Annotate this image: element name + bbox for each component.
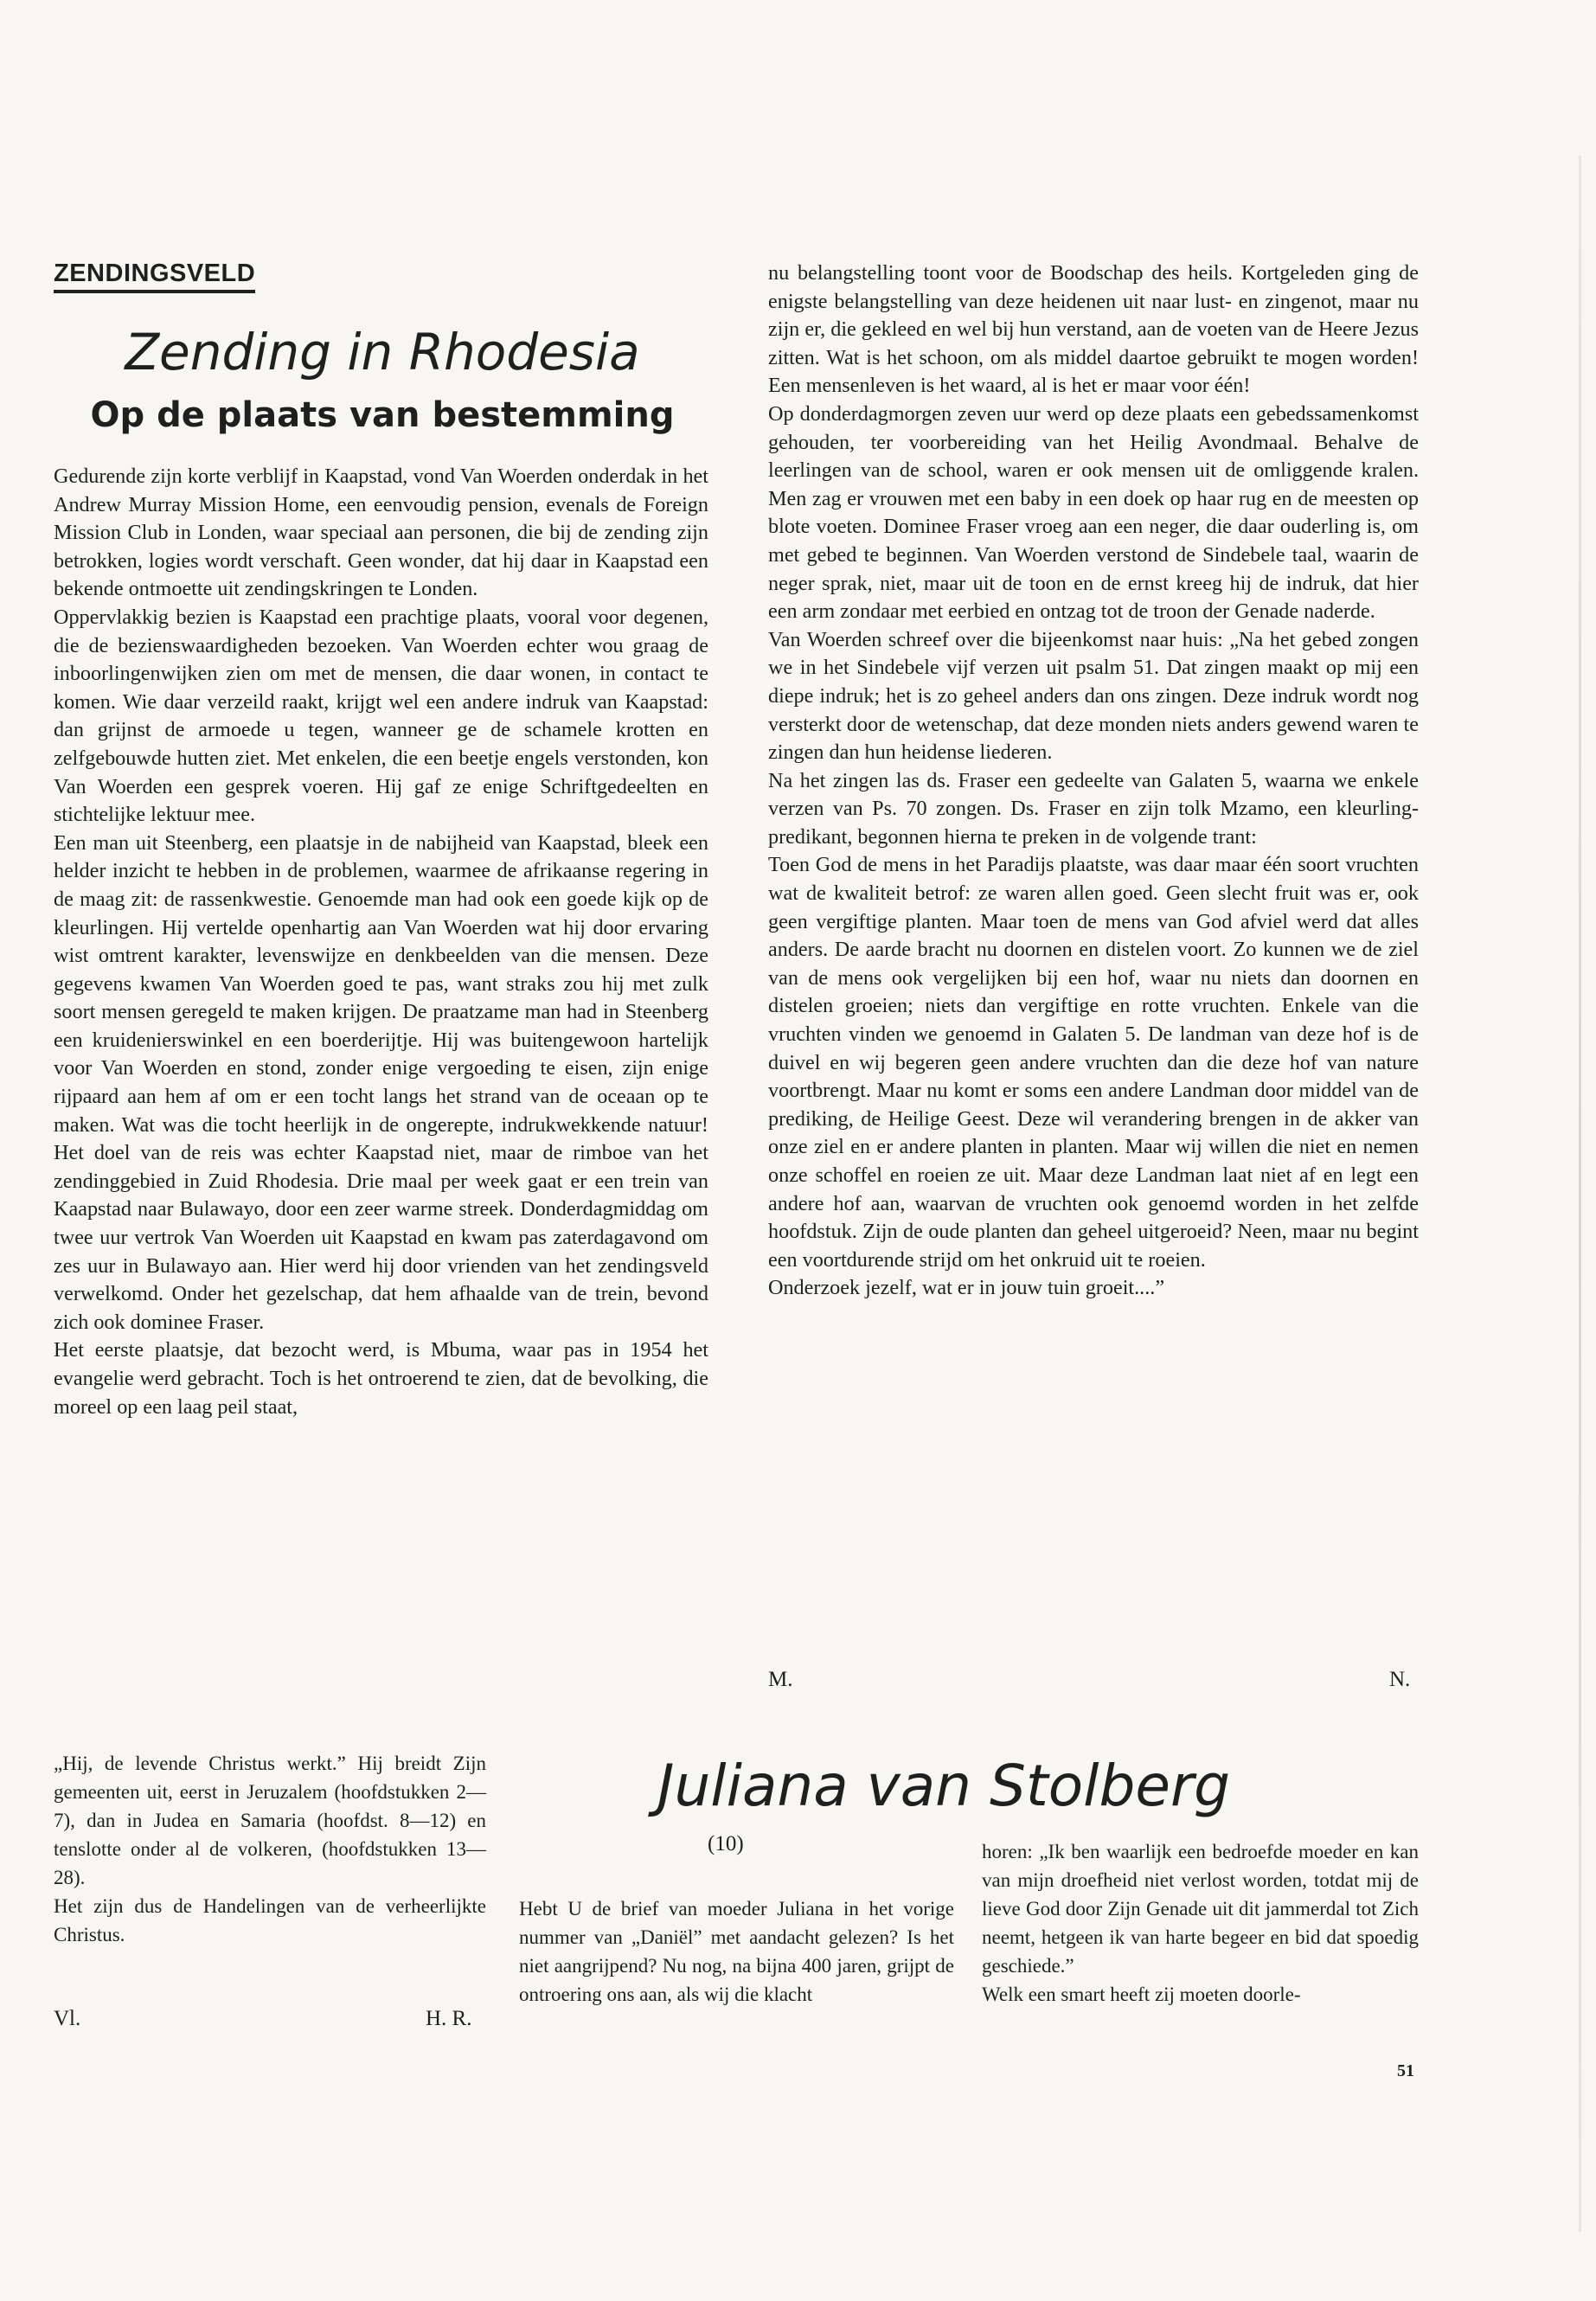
article2-column-right bbox=[982, 1837, 1419, 2009]
fragment-column bbox=[54, 1749, 486, 1949]
fragment-initial-left: Vl. bbox=[54, 2007, 81, 2030]
paragraph: Het zijn dus de Handelingen van de verheerlijkte Christus. bbox=[54, 1895, 486, 1945]
paragraph: Op donderdagmorgen zeven uur werd op deze plaats een gebedssamenkomst gehouden, ter voorbereiding van het Heilig Avondmaal. Behalve de leerlingen van de school, waren er ook mensen uit de omliggende kralen. Men zag er vrouwen met een baby in een doek op haar rug en de meesten op blote voeten. Dominee Fraser vroeg aan een neger, die daar ouderling is, om met gebed te beginnen. Van Woerden verstond de Sindebele taal, waarin de neger sprak, niet, maar uit de toon en de ernst kreeg hij de indruk, dat hier een arm zondaar met eerbied en ontzag tot de troon der Genade naderde. bbox=[768, 401, 1419, 624]
paragraph: horen: „Ik ben waarlijk een bedroefde moeder en kan van mijn droefheid niet verlost worden, totdat mij de lieve God door Zijn Genade uit dit jammerdal tot Zich neemt, hetgeen ik van harte begeer en bid dat spoedig geschiede.” bbox=[982, 1841, 1419, 1977]
author-initial-right: N. bbox=[1389, 1668, 1411, 1691]
paragraph: Welk een smart heeft zij moeten doorle- bbox=[982, 1984, 1301, 2005]
paragraph: Het eerste plaatsje, dat bezocht werd, is Mbuma, waar pas in 1954 het evangelie werd gebracht. Toch is het ontroerend te zien, dat de bevolking, die moreel op een laag peil staat, bbox=[54, 1338, 708, 1419]
paragraph: Van Woerden schreef over die bijeenkomst naar huis: „Na het gebed zongen we in het Sindebele vijf verzen uit psalm 51. Dat zingen maakt op mij een diepe indruk; het is zo geheel anders dan ons zingen. Deze indruk wordt nog versterkt door de wetenschap, dat deze monden niets anders gewend waren te zingen dan hun heidense liederen. bbox=[768, 627, 1419, 765]
section-label: ZENDINGSVELD bbox=[54, 260, 255, 293]
article-subtitle: Op de plaats van bestemming bbox=[90, 395, 675, 435]
page-edge-shadow bbox=[1579, 156, 1581, 2232]
paragraph: nu belangstelling toont voor de Boodschap des heils. Kortgeleden ging de enigste belangstelling van deze heidenen uit naar lust- en zingenot, maar nu zijn er, die gekleed en wel bij hun verstand, aan de voeten van de Heere Jezus zitten. Wat is het schoon, om als middel daartoe gebruikt te mogen worden! Een mensenleven is het waard, al is het er maar voor één! bbox=[768, 261, 1419, 398]
article-column-2 bbox=[768, 260, 1419, 1303]
paragraph: Hebt U de brief van moeder Juliana in het vorige nummer van „Daniël” met aandacht gelezen? Is het niet aangrijpend? Nu nog, na bijna 400 jaren, grijpt de ontroering ons aan, als wij die klacht bbox=[519, 1898, 954, 2005]
article2-title: Juliana van Stolberg bbox=[657, 1753, 1230, 1819]
author-initial-left: M. bbox=[768, 1668, 793, 1691]
fragment-initial-right: H. R. bbox=[426, 2007, 472, 2030]
paragraph: Toen God de mens in het Paradijs plaatste, was daar maar één soort vruchten wat de kwaliteit betrof: ze waren allen goed. Geen slecht fruit was er, ook geen vergiftige planten. Maar toen de mens van God afviel werd dat alles anders. De aarde bracht nu doornen en distelen voort. Zo kunnen we de ziel van de mens ook vergelijken bij een hof, waar nu niets dan doornen en distelen groeien; niets dan vergiftige en rotte vruchten. Enkele van die vruchten vinden we genoemd in Galaten 5. De landman van deze hof is de duivel en wij begeren geen andere vruchten dan die deze hof van nature voortbrengt. Maar nu komt er soms een andere Landman door middel van de prediking, de Heilige Geest. Deze wil verandering brengen in de akker van onze ziel en er andere planten in planten. Maar wij willen die niet en nemen onze schoffel en roeien ze uit. Maar deze Landman laat niet af en legt een andere hof aan, waarvan de vruchten ook genoemd worden in het zelfde hoofdstuk. Zijn de oude planten dan geheel uitgeroeid? Neen, maar nu begint een voortdurende strijd om het onkruid uit te roeien. bbox=[768, 853, 1419, 1272]
article-title: Zending in Rhodesia bbox=[125, 323, 640, 381]
page-number: 51 bbox=[1397, 2061, 1414, 2080]
paragraph: Oppervlakkig bezien is Kaapstad een prachtige plaats, vooral voor degenen, die de bezienswaardigheden bezoeken. Van Woerden echter wou graag de inboorlingenwijken zien om met de mensen, die daar wonen, in contact te komen. Wie daar verzeild raakt, krijgt wel een andere indruk van Kaapstad: dan grijnst de armoede u tegen, wanneer ge de schamele krotten en zelfgebouwde hutten ziet. Met enkelen, die een beetje engels verstonden, kon Van Woerden een gesprek voeren. Hij gaf ze enige Schriftgedeelten en stichtelijke lektuur mee. bbox=[54, 605, 708, 827]
paragraph: Gedurende zijn korte verblijf in Kaapstad, vond Van Woerden onderdak in het Andrew Murray Mission Home, een eenvoudig pension, evenals de Foreign Mission Club in Londen, waar speciaal aan personen, die bij de zending zijn betrokken, logies wordt verschaft. Geen wonder, dat hij daar in Kaapstad een bekende ontmoette uit zendingskringen te Londen. bbox=[54, 465, 708, 601]
article2-column-left bbox=[519, 1894, 954, 2009]
paragraph: Een man uit Steenberg, een plaatsje in de nabijheid van Kaapstad, bleek een helder inzicht te hebben in de problemen, waarmee de afrikaanse regering in de maag zit: de rassenkwestie. Genoemde man had ook een goede kijk op de kleurlingen. Hij vertelde openhartig aan Van Woerden wat hij door ervaring wist omtrent karakter, levenswijze en denkbeelden van die mensen. Deze gegevens kwamen Van Woerden goed te pas, want straks zou hij met zulk soort mensen geregeld te maken krijgen. De praatzame man had in Steenberg een kruidenierswinkel en een boerderijtje. Hij was buitengewoon hartelijk voor Van Woerden en stond, zonder enige vergoeding te eisen, zijn enige rijpaard aan hem af om er een tocht langs het strand van de oceaan op te maken. Wat was die tocht heerlijk in de ongerepte, indrukwekkende natuur! Het doel van de reis was echter Kaapstad niet, maar de rimboe van het zendinggebied in Zuid Rhodesia. Drie maal per week gaat er een trein van Kaapstad naar Bulawayo, door een zeer warme streek. Donderdagmiddag om twee uur vertrok Van Woerden uit Kaapstad en kwam pas zaterdagavond om zes uur in Bulawayo aan. Hier werd hij door vrienden van het zendingsveld verwelkomd. Onder het gezelschap, dat hem afhaalde van de trein, bevond zich ook dominee Fraser. bbox=[54, 830, 708, 1334]
paragraph: Na het zingen las ds. Fraser een gedeelte van Galaten 5, waarna we enkele verzen van Ps. 70 zongen. Ds. Fraser en zijn tolk Mzamo, een kleurling-predikant, begonnen hierna te preken in de volgende trant: bbox=[768, 768, 1419, 849]
paragraph: Onderzoek jezelf, wat er in jouw tuin groeit....” bbox=[768, 1276, 1165, 1300]
article-column-1 bbox=[54, 463, 708, 1421]
article2-part-number: (10) bbox=[708, 1832, 744, 1856]
paragraph: „Hij, de levende Christus werkt.” Hij breidt Zijn gemeenten uit, eerst in Jeruzalem (hoofdstukken 2—7), dan in Judea en Samaria (hoofdst. 8—12) en tenslotte onder al de volkeren, (hoofdstukken 13—28). bbox=[54, 1753, 486, 1888]
